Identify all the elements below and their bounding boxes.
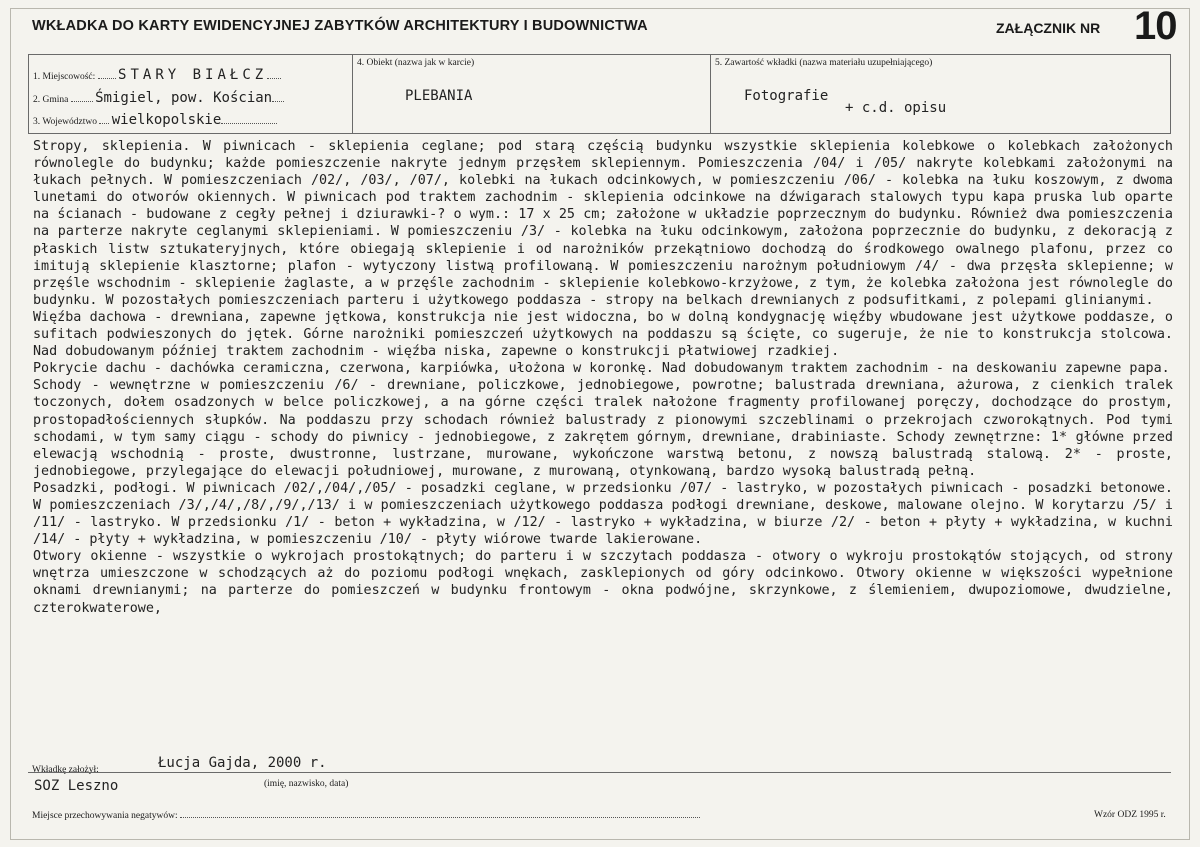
annex-label: ZAŁĄCZNIK NR: [996, 20, 1101, 36]
contents-value: Fotografie: [744, 88, 829, 104]
description-body: [33, 138, 1173, 617]
voivodeship-field: [33, 112, 277, 128]
commune-label: 2. Gmina: [33, 95, 69, 105]
commune-value: Śmigiel, pow. Kościan: [95, 90, 273, 106]
form-version: Wzór ODZ 1995 r.: [1094, 810, 1166, 820]
commune-field: [33, 90, 284, 106]
paragraph-stairs: Schody - wewnętrzne w pomieszczeniu /6/ - drewniane, policzkowe, jednobiegowe, powrotne; balustrada drewniana, ażurowa, z cienkich tralek toczonych, dołem osadzonych w belce policzkowej, a na górne części tralek nałożone fragmenty profilowanej poręczy, dochodzące do prostym, prostopadłościennych słupków. Na poddaszu przy schodach również balustrady z pionowymi szczeblinami o przekrojach czworokątnych. Pod tymi schodami, w tym samy ciągu - schody do piwnicy - jednobiegowe, z zakrętem górnym, drewniane, drabiniaste. Schody zewnętrzne: 1* główne przed elewacją wschodnią - proste, dwustronne, lustrzane, murowane, wykończone warstwą betonu, z nowszą balustradą stalową. 2* - proste, jednobiegowe, przylegające do elewacji południowej, murowane, z murowaną, otynkowaną, bardzo wysoką balustradą pełną.: [33, 378, 1173, 479]
object-box: [352, 54, 710, 134]
contents-addition: + c.d. opisu: [845, 100, 947, 116]
negatives-label: Miejsce przechowywania negatywów:: [32, 811, 178, 821]
voivodeship-label: 3. Województwo: [33, 117, 97, 127]
paragraph-roof-covering: Pokrycie dachu - dachówka ceramiczna, czerwona, karpiówka, ułożona w koronkę. Nad dobudowanym traktem zachodnim - na deskowaniu zapewne papa.: [33, 361, 1170, 377]
voivodeship-value: wielkopolskie: [111, 112, 222, 128]
office-name: SOZ Leszno: [34, 778, 119, 794]
place-label: 1. Miejscowość: [33, 72, 93, 82]
negatives-field: [32, 807, 700, 821]
object-value: PLEBANIA: [405, 88, 473, 104]
paragraph-ceilings: Stropy, sklepienia. W piwnicach - sklepienia ceglane; pod starą częścią budynku wszystkie sklepienia kolebkowe o kolebkach założonych równolegle do budynku; każde pomieszczenie nakryte jednym przęsłem sklepiennym. Pomieszczenia /04/ i /05/ nakryte kolebkami założonymi na łukach pełnych. W pomieszczeniach /02/, /03/, /07/, kolebki na łukach odcinkowych, w pomieszczeniu /06/ - kolebka na łuku koszowym, z dwoma lunetami do otworów okiennych. W piwnicach pod traktem zachodnim - sklepienia odcinkowe na dźwigarach stalowych typu kapa pruska lub oparte na ścianach - budowane z cegły pełnej i dziurawki-? o wym.: 17 x 25 cm; założone w układzie poprzecznym do budynku. Również dwa pomieszczenia na parterze nakryte ceglanymi sklepieniami. W pomieszczeniu /3/ - kolebka na łuku odcinkowym, założona poprzecznie do budynku, z dekoracją z płaskich listw sztukateryjnych, które obiegają sklepienie i od narożników przekątniowo dochodzą do środkowego owalnego plafonu, przez co imitują sklepienie klasztorne; plafon - wytyczony listwą profilowaną. W pomieszczeniu narożnym południowym /4/ - dwa przęsła sklepienne; w przęśle wschodnim - sklepienie żaglaste, a w przęśle zachodnim - sklepienie kolebkowo-krzyżowe, z tym, że kolebka założona jest równolegle do budynku. W pozostałych pomieszczeniach parteru i użytkowego poddasza - stropy na belkach drewnianych z podsufitkami, z polepami glinianymi.: [33, 139, 1173, 308]
place-value: STARY BIAŁCZ: [118, 67, 268, 83]
author-value: Łucja Gajda, 2000 r.: [158, 755, 327, 771]
paragraph-roof-truss: Więźba dachowa - drewniana, zapewne jętkowa, konstrukcja nie jest widoczna, bo w dolną kondygnację więźby wbudowane jest użytkowe poddasze, o sufitach podwieszonych do jętek. Górne narożniki pomieszczeń użytkowych na poddaszu są ścięte, co sugeruje, że nie to konstrukcja stolcowa. Nad dobudowanym później traktem zachodnim - więźba niska, zapewne o konstrukcji płatwiowej rzadkiej.: [33, 309, 1173, 360]
location-box: [28, 54, 352, 134]
contents-label: 5. Zawartość wkładki (nazwa materiału uzupełniającego): [715, 58, 933, 68]
contents-box: [710, 54, 1171, 134]
author-field: [32, 765, 99, 775]
object-label: 4. Obiekt (nazwa jak w karcie): [357, 58, 475, 68]
paragraph-floors: Posadzki, podłogi. W piwnicach /02/,/04/,/05/ - posadzki ceglane, w przedsionku /07/ - lastryko, w pozostałych piwnicach - posadzki betonowe. W pomieszczeniach /3/,/4/,/8/,/9/,/13/ i w pomieszczeniach użytkowego poddasza podłogi drewniane, deskowe, malowane olejno. W korytarzu /5/ i /11/ - lastryko. W przedsionku /1/ - beton + wykładzina, w /12/ - lastryko + wykładzina, w biurze /2/ - beton + płyty + wykładzina, w kuchni /14/ - płyty + wykładzina, w pomieszczeniu /10/ - płyty wiórowe twarde lakierowane.: [33, 480, 1173, 548]
annex-number: 10: [1134, 4, 1177, 48]
place-field: 1. Miejscowość: STARY BIAŁCZ: [33, 67, 281, 83]
footer-divider: [28, 772, 1171, 773]
paragraph-windows: Otwory okienne - wszystkie o wykrojach prostokątnych; do parteru i w szczytach poddasza - otwory o wykroju prostokątów stojących, od strony wnętrza umieszczone w schodzących aż do poziomu podłogi wnękach, zasklepionych od góry odcinkowo. Otwory okienne w większości wypełnione oknami drewnianymi; na parterze do pomieszczeń w budynku frontowym - okna podwójne, skrzynkowe, z ślemieniem, dwupoziomowe, dwudzielne, czterokwaterowe,: [33, 549, 1173, 616]
author-hint: (imię, nazwisko, data): [264, 779, 349, 789]
form-title: WKŁADKA DO KARTY EWIDENCYJNEJ ZABYTKÓW ARCHITEKTURY I BUDOWNICTWA: [32, 18, 648, 34]
author-label: Wkładkę założył:: [32, 765, 99, 775]
